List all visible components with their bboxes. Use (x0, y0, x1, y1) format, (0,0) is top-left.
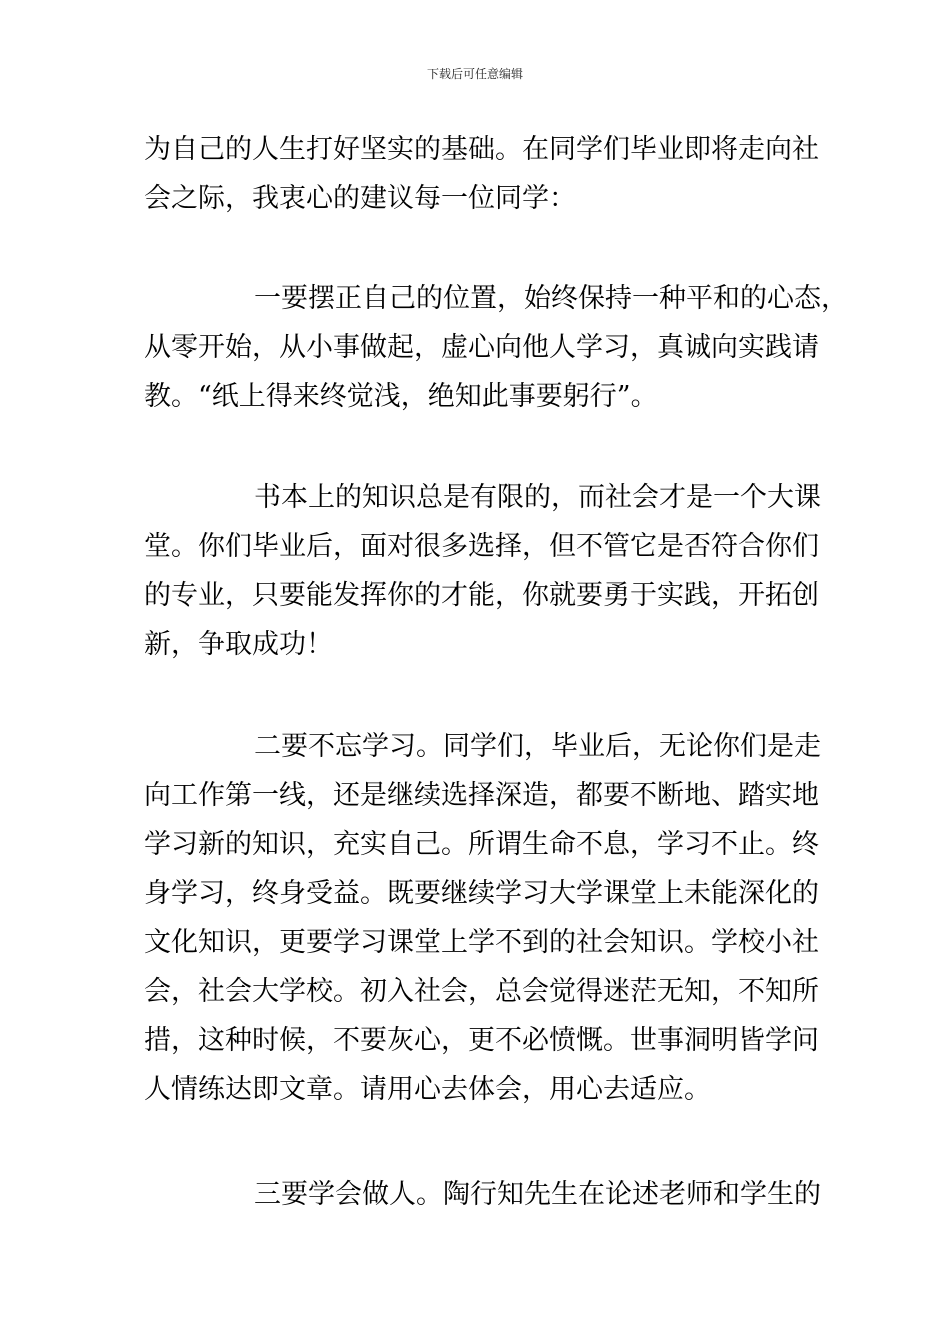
paragraph-line: 措，这种时候，不要灰心，更不必愤慨。世事洞明皆学问 (144, 1025, 819, 1056)
paragraph-line: 身学习，终身受益。既要继续学习大学课堂上未能深化的 (144, 878, 819, 909)
paragraph-line: 一要摆正自己的位置，始终保持一种平和的心态， (254, 283, 848, 314)
paragraph-line: 书本上的知识总是有限的，而社会才是一个大课 (254, 482, 821, 513)
paragraph-line: 的专业，只要能发挥你的才能，你就要勇于实践，开拓创 (144, 580, 819, 611)
paragraph-4 (144, 722, 821, 1114)
paragraph-line: 从零开始，从小事做起，虚心向他人学习，真诚向实践请 (144, 332, 819, 363)
paragraph-line: 教。“纸上得来终觉浅，绝知此事要躬行”。 (144, 381, 658, 412)
paragraph-3 (144, 473, 821, 669)
paragraph-line: 向工作第一线，还是继续选择深造，都要不断地、踏实地 (144, 780, 819, 811)
page-header: 下载后可任意编辑 (426, 67, 523, 81)
paragraph-line: 二要不忘学习。同学们，毕业后，无论你们是走 (254, 731, 821, 762)
paragraph-line: 会，社会大学校。初入社会，总会觉得迷茫无知，不知所 (144, 976, 819, 1007)
paragraph-5 (144, 1170, 821, 1219)
paragraph-line: 学习新的知识，充实自己。所谓生命不息，学习不止。终 (144, 829, 819, 860)
paragraph-1 (144, 125, 819, 223)
paragraph-line: 文化知识，更要学习课堂上学不到的社会知识。学校小社 (144, 927, 819, 958)
paragraph-line: 新，争取成功！ (144, 629, 333, 660)
paragraph-line: 人情练达即文章。请用心去体会，用心去适应。 (144, 1074, 711, 1105)
paragraph-line: 会之际，我衷心的建议每一位同学： (144, 183, 576, 214)
paragraph-2 (144, 274, 848, 421)
paragraph-line: 三要学会做人。陶行知先生在论述老师和学生的 (254, 1179, 821, 1210)
paragraph-line: 为自己的人生打好坚实的基础。在同学们毕业即将走向社 (144, 134, 819, 165)
paragraph-line: 堂。你们毕业后，面对很多选择，但不管它是否符合你们 (144, 531, 819, 562)
